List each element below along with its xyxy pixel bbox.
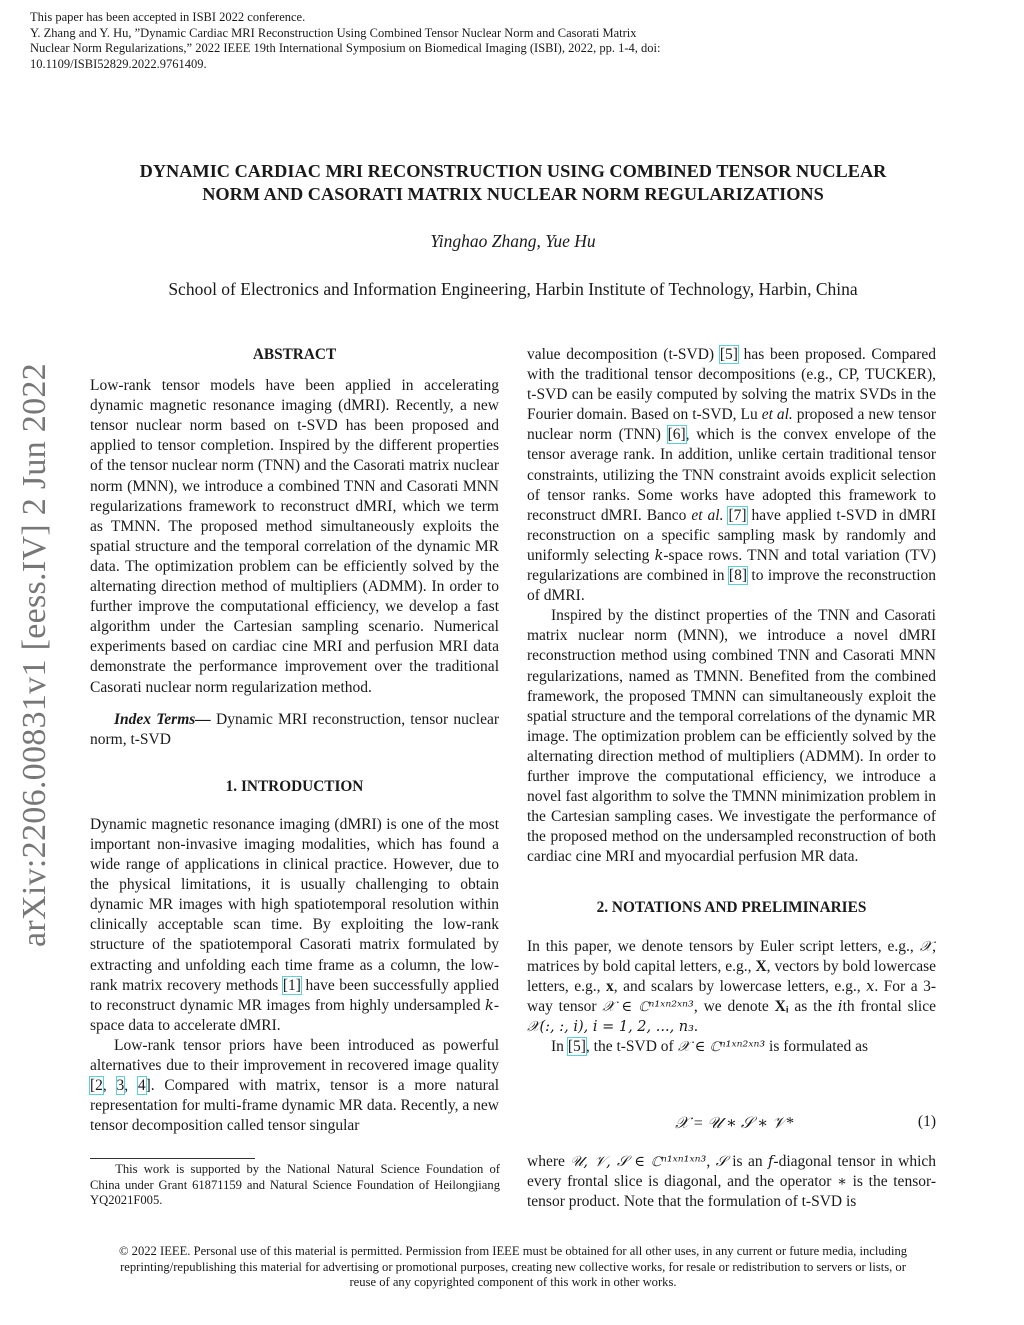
abstract-body: Low-rank tensor models have been applied in accelerating dynamic magnetic resonance imaging (dMRI). Recently, a new tensor nuclear norm based on t-SVD has been proposed and applied to tensor completion. Inspired by the different properties of the tensor nuclear norm (TNN) and the Casorati matrix nuclear norm (MNN), we introduce a combined TNN and Casorati MNN regularizations framework to reconstruct dMRI, which we term as TMNN. The proposed method simultaneously exploits the spatial structure and the temporal correlation of the dynamic MR data. The optimization problem can be efficiently solved by the alternating direction method of multipliers (ADMM). In order to further improve the computational efficiency, we develop a fast algorithm under the Cartesian sampling scenario. Numerical experiments based on cardiac cine MRI and perfusion MRI data demonstrate the performance improvement over the traditional Casorati nuclear norm regularization method. — [90, 377, 499, 696]
index-symbol: i — [837, 998, 843, 1015]
body-text: , — [706, 1153, 716, 1170]
affiliation: School of Electronics and Information Engineering, Harbin Institute of Technology, Harbin, China — [168, 279, 858, 299]
body-text: have applied t-SVD in dMRI reconstruction on a specific sampling mask by randomly and uniformly selecting — [527, 506, 936, 564]
body-text: , vectors by bold lowercase letters, e.g., — [527, 957, 936, 995]
notice-line: Y. Zhang and Y. Hu, ”Dynamic Cardiac MRI Reconstruction Using Combined Tensor Nuclear Norm and Casorati Matrix — [30, 25, 637, 40]
usv-symbol: 𝒰, 𝒱, 𝒮 ∈ ℂⁿ¹ˣⁿ¹ˣⁿ³ — [570, 1154, 707, 1170]
equation-body: 𝒳 = 𝒰 ∗ 𝒮 ∗ 𝒱* — [675, 1115, 794, 1132]
body-text: k — [654, 547, 664, 564]
frontal-slice-symbol: 𝒳(:, :, i), i = 1, 2, ..., n₃ — [527, 1018, 694, 1035]
notice-line: Nuclear Norm Regularizations,” 2022 IEEE 19th International Symposium on Biomedical Imaging (ISBI), 2022, pp. 1-4, doi: — [30, 41, 661, 55]
intro-paragraph-1 — [90, 815, 499, 1036]
intro-text: have been successfully applied to reconstruct dynamic MR images from highly undersampled — [90, 976, 499, 1014]
intro-text: k — [485, 997, 494, 1014]
tsvd-intro-paragraph — [527, 1037, 936, 1057]
citation-link[interactable]: 4 — [137, 1077, 146, 1095]
tensor-space-symbol: 𝒳 ∈ ℂⁿ¹ˣⁿ²ˣⁿ³ — [602, 998, 694, 1015]
body-text: value decomposition (t-SVD) — [527, 346, 720, 363]
body-text: is the tensor-tensor product. Note that the formulation of t-SVD is — [527, 1173, 936, 1211]
copyright-line: © 2022 IEEE. Personal use of this material is permitted. Permission from IEEE must be obtained for all other uses, in any current or future media, including — [118, 1244, 908, 1258]
tensor-space-symbol: 𝒳 ∈ ℂⁿ¹ˣⁿ²ˣⁿ³ — [677, 1039, 766, 1055]
star-operator: ∗ — [837, 1174, 847, 1191]
citation-link[interactable]: [7] — [728, 506, 747, 524]
scalar-symbol: x — [866, 978, 875, 995]
tensor-symbol: 𝒳 — [919, 938, 933, 955]
left-column — [90, 345, 499, 1136]
intro-text: Low-rank tensor priors have been introduced as powerful alternatives due to their improvement in recovered image quality — [90, 1036, 499, 1074]
slice-symbol: Xᵢ — [774, 997, 789, 1015]
body-text: -space rows. TNN and total variation (TV) regularizations are combined in — [527, 546, 936, 585]
introduction-heading: 1. INTRODUCTION — [225, 777, 364, 795]
abstract-heading: ABSTRACT — [252, 346, 337, 363]
body-text: , and scalars by lowercase letters, e.g., — [613, 977, 867, 995]
body-text: , which is the convex envelope of the tensor average rank. In addition, unlike certain traditional tensor constraints, utilizing the TNN constraint avoids explicit selection of tensor ranks. Some works have adopted this framework to reconstruct dMRI. Banco — [527, 426, 936, 524]
equation-1 — [527, 1113, 936, 1137]
tsvd-definition-paragraph — [527, 1152, 936, 1212]
notations-heading: 2. NOTATIONS AND PRELIMINARIES — [596, 899, 867, 917]
body-text: , the t-SVD of — [585, 1038, 678, 1055]
citation-link[interactable]: [2 — [90, 1077, 103, 1095]
body-text: -diagonal tensor in which every frontal slice is diagonal, and the operator — [527, 1153, 937, 1191]
notations-paragraph — [527, 937, 936, 1037]
index-terms-text: Dynamic MRI reconstruction, tensor nuclear norm, t-SVD — [90, 710, 500, 748]
body-text: et al. — [691, 506, 724, 524]
arxiv-identifier[interactable]: arXiv:2206.00831v1 [eess.IV] 2 Jun 2022 — [16, 363, 53, 947]
copyright-line: reuse of any copyrighted component of this work in other works. — [349, 1275, 677, 1290]
body-text: In — [551, 1038, 568, 1055]
index-terms-label: Index Terms— — [114, 710, 211, 728]
title-line: DYNAMIC CARDIAC MRI RECONSTRUCTION USING COMBINED TENSOR NUCLEAR — [139, 161, 887, 181]
citation-link[interactable]: [5] — [719, 346, 738, 363]
body-text: as the — [788, 997, 838, 1015]
publication-notice — [30, 10, 790, 72]
funding-footnote: This work is supported by the National Natural Science Foundation of China under Grant 61871159 and Natural Science Foundation of Heilongjiang YQ2021F005. — [90, 1162, 500, 1207]
copyright-line: reprinting/republishing this material for advertising or promotional purposes, creating new collective works, for resale or redistribution to servers or lists, or — [120, 1259, 906, 1274]
intro-text: Dynamic magnetic resonance imaging (dMRI) is one of the most important non-invasive imaging modalities, which has found a wide range of applications in clinical practice. However, due to the physical limitations, it is usually challenging to obtain dynamic MR images with high spatiotemporal resolution within clinically acceptable scan time. By exploiting the low-rank structure of the spatiotemporal Casorati matrix formulated by extracting and unfolding each time frame as a column, the low-rank matrix recovery methods — [90, 815, 499, 994]
authors: Yinghao Zhang, Yue Hu — [430, 231, 596, 251]
footnote-rule — [90, 1158, 255, 1159]
body-text: has been proposed. Compared with the traditional tensor decompositions (e.g., CP, TUCKER), t-SVD can be easily computed by solving the matrix SVDs in the Fourier domain. Based on t-SVD, Lu — [527, 346, 937, 424]
contribution-paragraph: Inspired by the distinct properties of the TNN and Casorati matrix nuclear norm (MNN), we introduce a novel dMRI reconstruction method using combined TNN and Casorati MNN regularizations, named as TMNN. Benefited from the combined framework, the proposed TMNN can simultaneously exploit the spatial structure and the temporal correlations of the dynamic MR image. The optimization problem can be efficiently solved by the alternating direction method of multipliers (ADMM). In order to further improve the computational efficiency, we introduce a novel fast algorithm to solve the TMNN minimization problem in the Cartesian sampling cases. We investigate the performance of the proposed method on the undersampled reconstruction of both cardiac cine MRI and myocardial perfusion MR data. — [527, 607, 936, 866]
body-text: . — [693, 1017, 698, 1035]
body-text: is an — [726, 1153, 769, 1170]
intro-paragraph-2: Low-rank tensor priors have been introduced as powerful alternatives due to their improvement in recovered image quality [2, 3, 4]. Compared with matrix, tensor is a more natural representation for multi-frame dynamic MR data. Recently, a new tensor decomposition called tensor singular — [90, 1036, 499, 1135]
s-symbol: 𝒮 — [715, 1154, 727, 1170]
right-column — [527, 345, 936, 1057]
body-text: th frontal slice — [842, 997, 937, 1015]
body-text: In this paper, we denote tensors by Euler script letters, e.g., — [527, 937, 920, 955]
title-line: NORM AND CASORATI MATRIX NUCLEAR NORM REGULARIZATIONS — [202, 184, 824, 204]
intro-text: -space data to accelerate dMRI. — [90, 996, 499, 1034]
body-text: , we denote — [693, 997, 775, 1015]
body-text: to improve the reconstruction of dMRI. — [527, 567, 936, 605]
body-text: proposed a new tensor nuclear norm (TNN) — [527, 406, 936, 444]
equation-number: (1) — [917, 1113, 936, 1130]
body-text: , matrices by bold capital letters, e.g., — [527, 937, 936, 975]
citation-link[interactable]: [1] — [282, 976, 301, 994]
vector-symbol: x — [606, 977, 614, 995]
notice-line: 10.1109/ISBI52829.2022.9761409. — [30, 56, 207, 71]
index-terms — [90, 710, 499, 750]
copyright-notice — [90, 1244, 936, 1291]
intro-text: Compared with matrix, tensor is a more natural representation for multi-frame dynamic MR data. Recently, a new tensor decomposition called tensor singular — [90, 1077, 499, 1135]
f-symbol: f — [768, 1154, 774, 1170]
right-column-continued — [527, 1152, 936, 1212]
notice-line: This paper has been accepted in ISBI 2022 conference. — [30, 10, 306, 24]
body-text: where — [527, 1153, 571, 1170]
citation-link[interactable]: [5] — [567, 1038, 586, 1055]
body-text: et al. — [761, 406, 793, 424]
matrix-symbol: X — [755, 957, 767, 975]
body-text: . For a 3-way tensor — [527, 977, 936, 1015]
tsvd-paragraph — [527, 345, 936, 606]
citation-link[interactable]: [8] — [728, 567, 747, 585]
citation-link[interactable]: [6] — [667, 426, 686, 444]
paper-title — [90, 160, 936, 206]
citation-link[interactable]: 3 — [116, 1077, 125, 1095]
body-text: is formulated as — [765, 1038, 869, 1055]
